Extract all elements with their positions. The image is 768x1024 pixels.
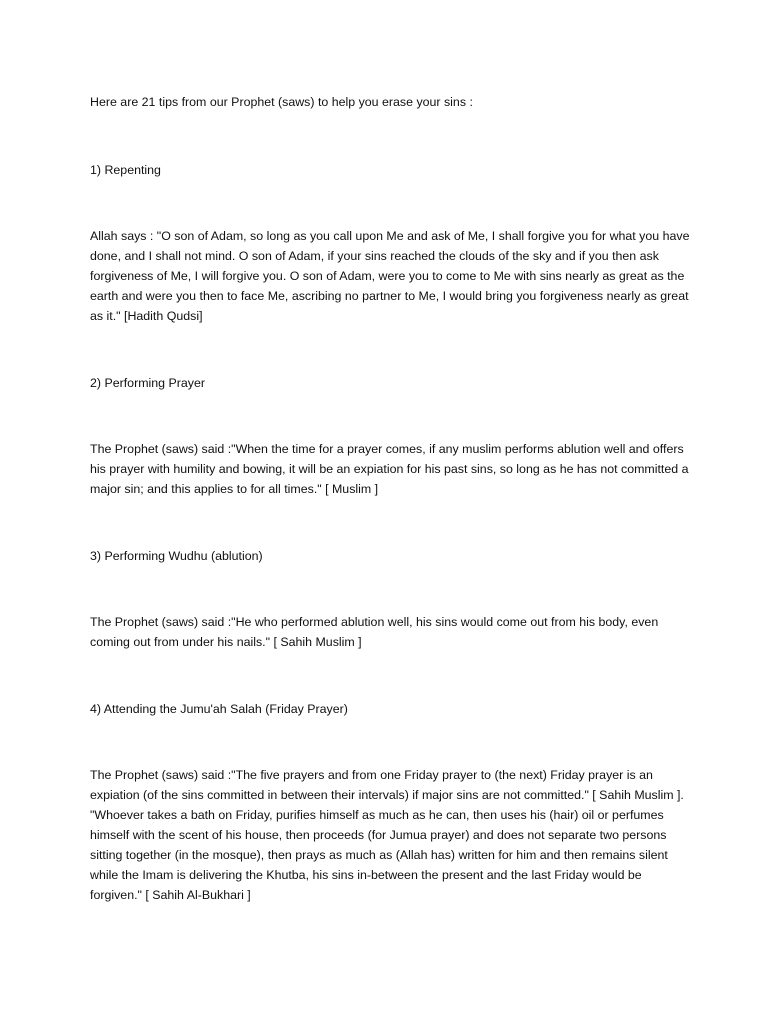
section-body-jumuah: The Prophet (saws) said :"The five prayers and from one Friday prayer to (the next) Friday prayer is an expiation (of the sins committed in between their intervals) if major sins are not committed." [ Sahih Muslim ]. "Whoever takes a bath on Friday, purifies himself as much as he can, then uses his (hair) oil or perfumes himself with the scent of his house, then proceeds (for Jumua prayer) and does not separate two persons sitting together (in the mosque), then prays as much as (Allah has) written for him and then remains silent while the Imam is delivering the Khutba, his sins in-between the present and the last Friday would be forgiven." [ Sahih Al-Bukhari ] — [90, 768, 684, 902]
section-heading-wudhu: 3) Performing Wudhu (ablution) — [90, 549, 263, 563]
section-heading-prayer: 2) Performing Prayer — [90, 376, 205, 390]
document-page — [90, 92, 690, 952]
section-body-prayer: The Prophet (saws) said :"When the time for a prayer comes, if any muslim performs ablution well and offers his prayer with humility and bowing, it will be an expiation for his past sins, so long as he has not committed a major sin; and this applies to for all times." [ Muslim ] — [90, 442, 689, 496]
intro-text: Here are 21 tips from our Prophet (saws) to help you erase your sins : — [90, 95, 473, 109]
section-body-wudhu: The Prophet (saws) said :"He who performed ablution well, his sins would come out from his body, even coming out from under his nails." [ Sahih Muslim ] — [90, 615, 659, 649]
section-heading-repenting: 1) Repenting — [90, 163, 161, 177]
section-body-repenting: Allah says : "O son of Adam, so long as you call upon Me and ask of Me, I shall forgive you for what you have done, and I shall not mind. O son of Adam, if your sins reached the clouds of the sky and if you then ask forgiveness of Me, I will forgive you. O son of Adam, were you to come to Me with sins nearly as great as the earth and were you then to face Me, ascribing no partner to Me, I would bring you forgiveness nearly as great as it." [Hadith Qudsi] — [90, 229, 690, 323]
section-heading-jumuah: 4) Attending the Jumu'ah Salah (Friday Prayer) — [90, 702, 348, 716]
